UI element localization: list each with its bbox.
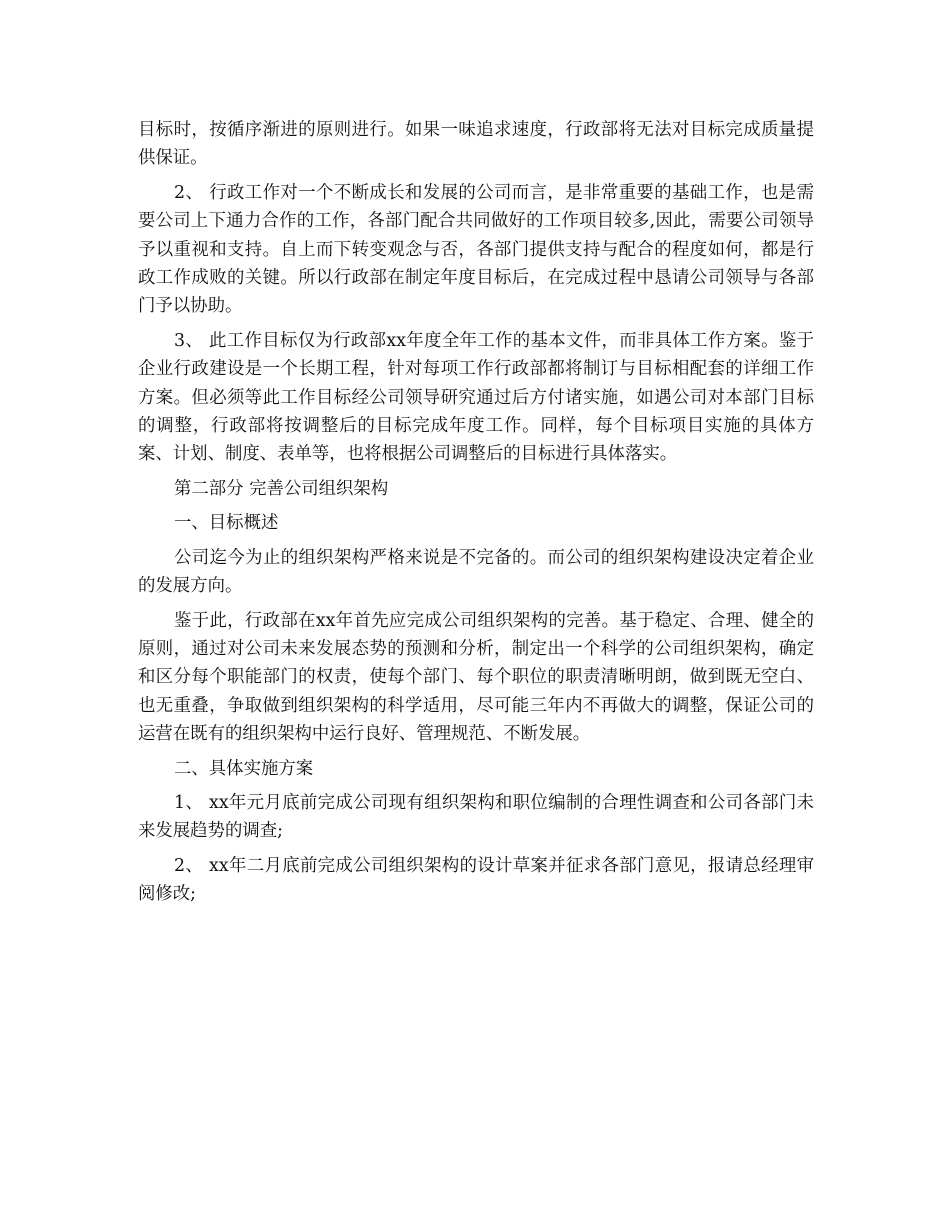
paragraph-org-plan: 鉴于此，行政部在xx年首先应完成公司组织架构的完善。基于稳定、合理、健全的原则，通过对公司未来发展态势的预测和分析，制定出一个科学的公司组织架构，确定和区分每个职能部门的权责，使每个部门、每个职位的职责清晰明朗，做到既无空白、也无重叠，争取做到组织架构的科学适用，尽可能三年内不再做大的调整，保证公司的运营在既有的组织架构中运行良好、管理规范、不断发展。 [138,610,814,745]
paragraph-item-2: 2、 行政工作对一个不断成长和发展的公司而言，是非常重要的基础工作，也是需要公司上下通力合作的工作，各部门配合共同做好的工作项目较多,因此，需要公司领导予以重视和支持。自上而下转变观念与否，各部门提供支持与配合的程度如何，都是行政工作成败的关键。所以行政部在制定年度目标后，在完成过程中恳请公司领导与各部门予以协助。 [138,182,814,317]
paragraph-step-2: 2、 xx年二月底前完成公司组织架构的设计草案并征求各部门意见，报请总经理审阅修改; [138,855,814,905]
subheading-goal-overview: 一、目标概述 [174,513,279,534]
section-heading-part-two: 第二部分 完善公司组织架构 [174,478,389,499]
paragraph-continuation: 目标时，按循序渐进的原则进行。如果一味追求速度，行政部将无法对目标完成质量提供保证。 [138,120,814,169]
paragraph-org-status: 公司迄今为止的组织架构严格来说是不完备的。而公司的组织架构建设决定着企业的发展方向。 [138,547,814,597]
paragraph-step-1: 1、 xx年元月底前完成公司现有组织架构和职位编制的合理性调查和公司各部门未来发展趋势的调查; [138,792,814,842]
paragraph-item-3: 3、 此工作目标仅为行政部xx年度全年工作的基本文件，而非具体工作方案。鉴于企业行政建设是一个长期工程，针对每项工作行政部都将制订与目标相配套的详细工作方案。但必须等此工作目标经公司领导研究通过后方付诸实施，如遇公司对本部门目标的调整，行政部将按调整后的目标完成年度工作。同样，每个目标项目实施的具体方案、计划、制度、表单等，也将根据公司调整后的目标进行具体落实。 [138,330,814,465]
document-page [138,116,814,915]
subheading-implementation: 二、具体实施方案 [174,758,314,779]
